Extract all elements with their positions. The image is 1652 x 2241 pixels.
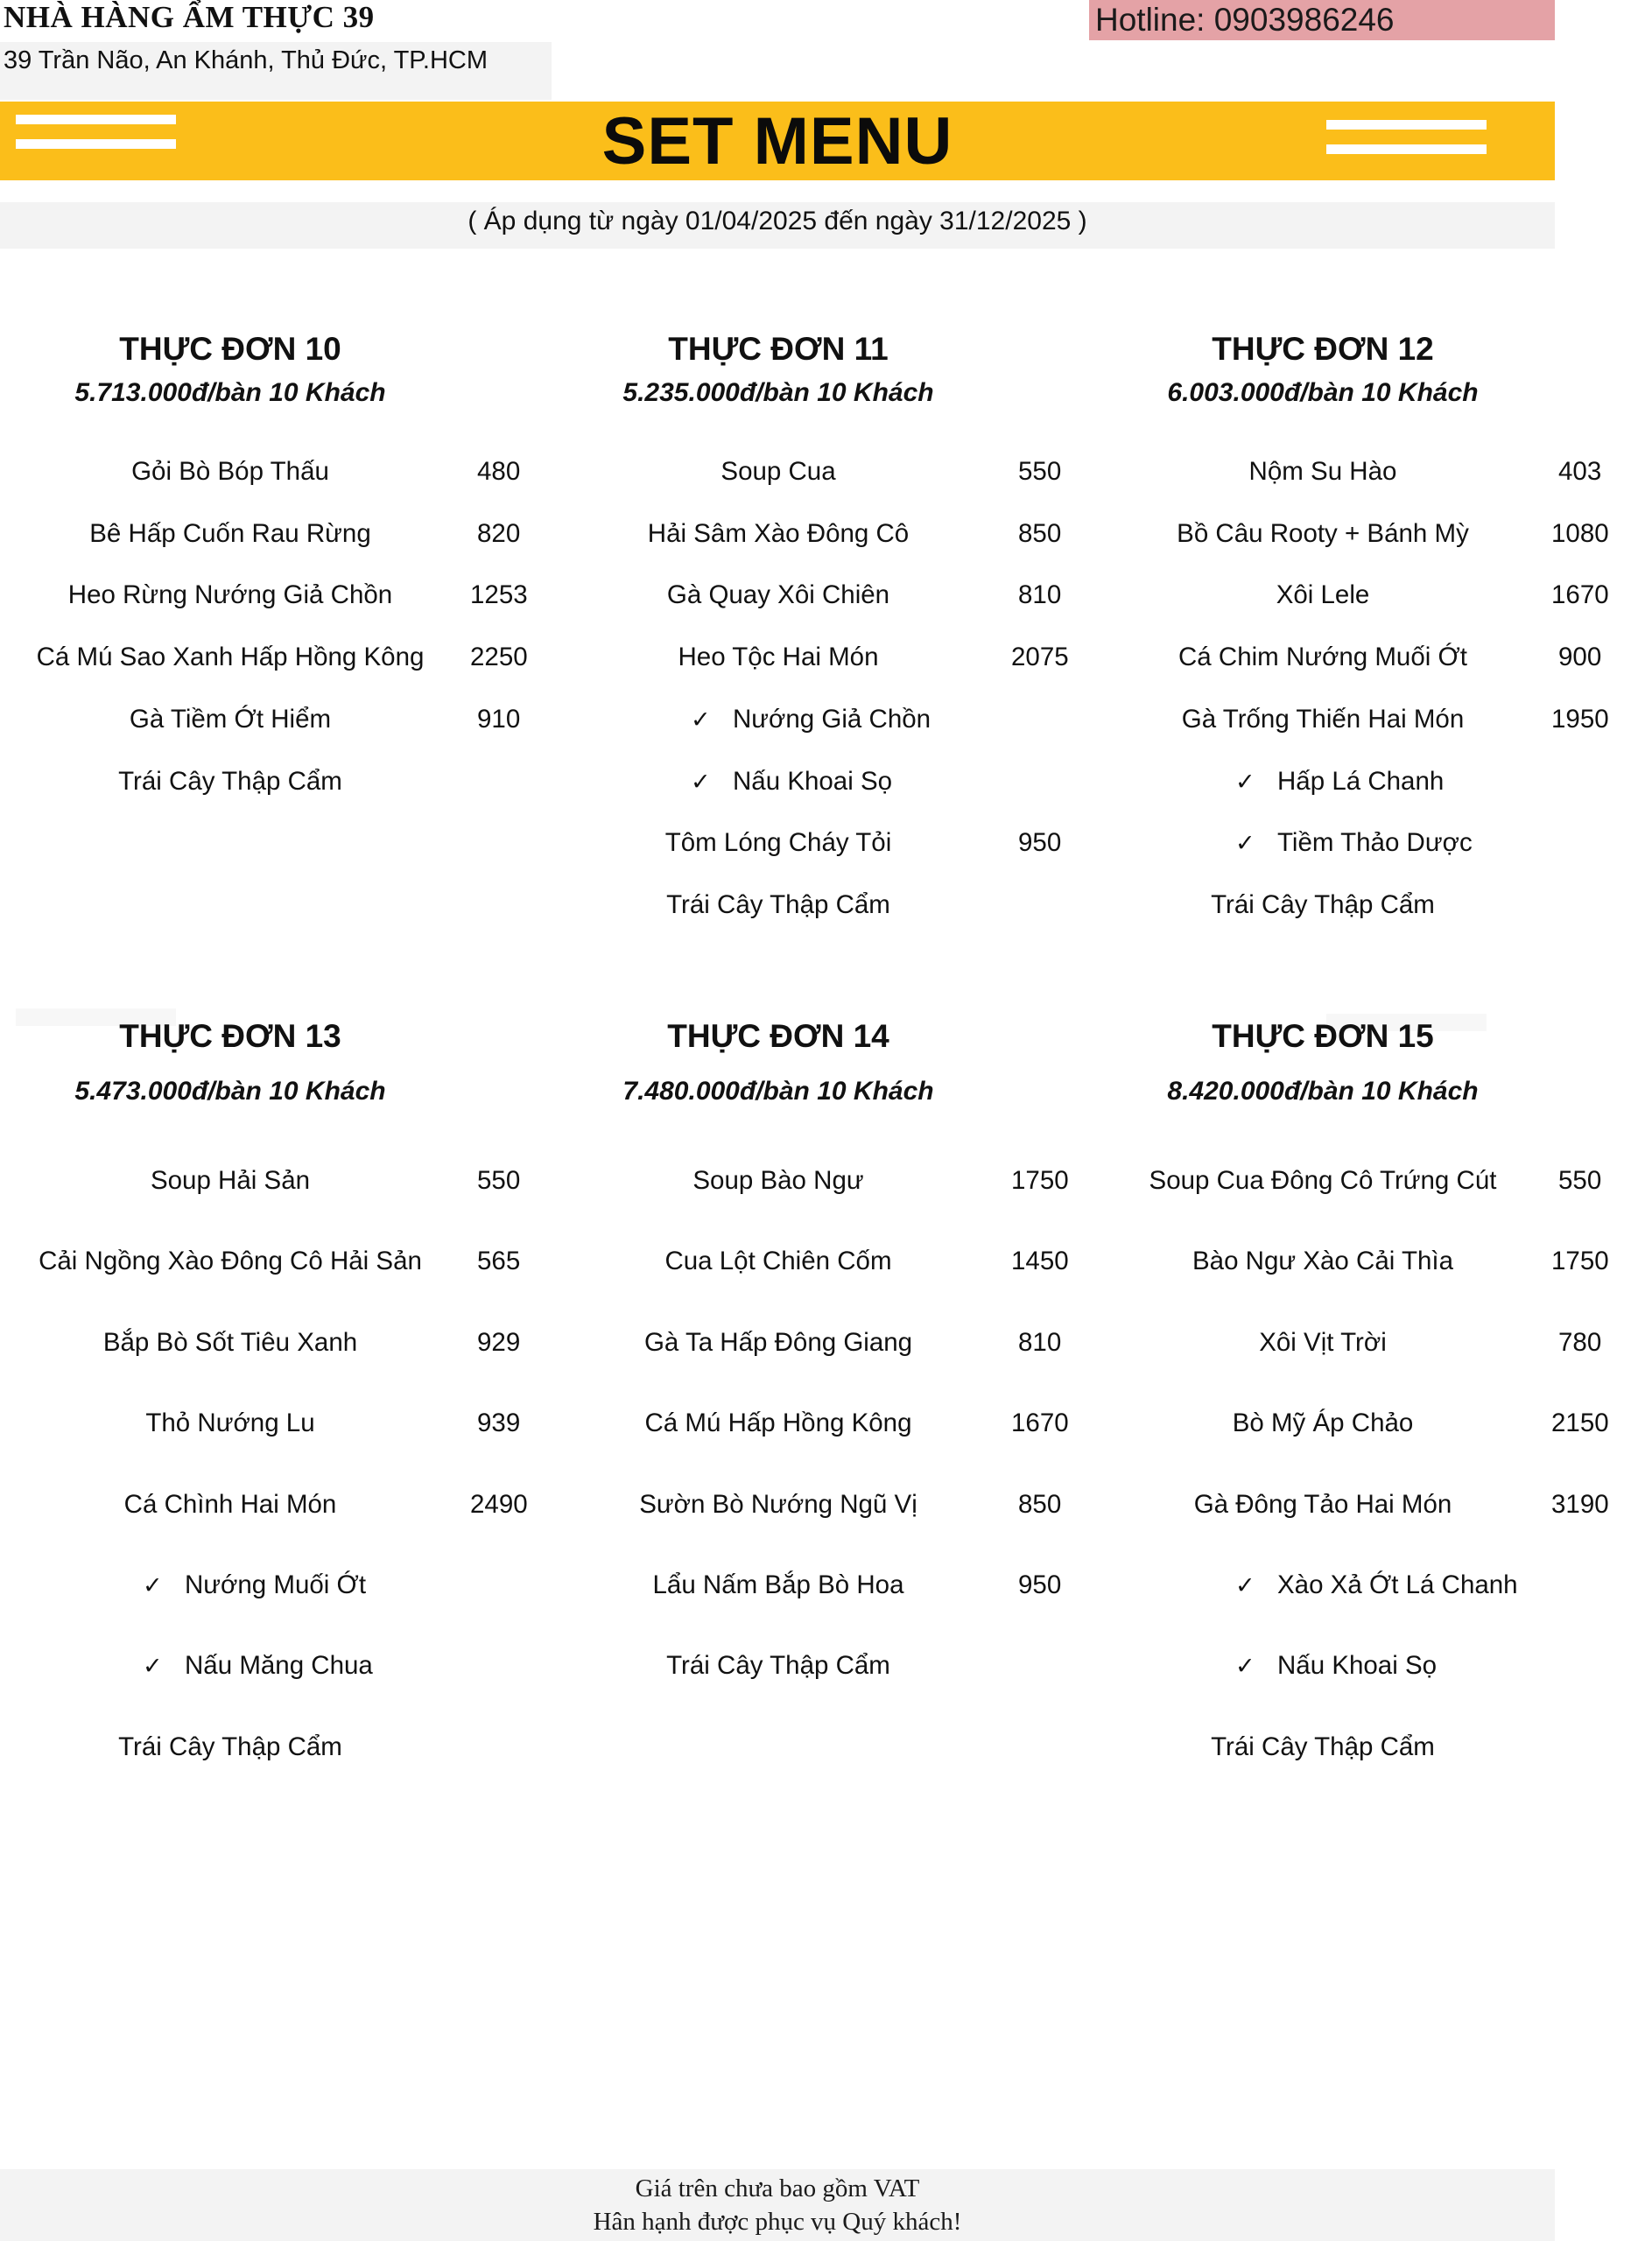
dish-name: Thỏ Nướng Lu bbox=[145, 1409, 315, 1438]
dish-price: 850 bbox=[1018, 1489, 1062, 1519]
dish-name: Gà Đông Tảo Hai Món bbox=[1193, 1489, 1452, 1519]
dish-option-name: Xào Xả Ớt Lá Chanh bbox=[1277, 1570, 1518, 1599]
menu-title: THỰC ĐƠN 11 bbox=[668, 331, 889, 367]
menu-price-per-table: 8.420.000đ/bàn 10 Khách bbox=[1167, 1077, 1479, 1106]
dish-option-item bbox=[1235, 1570, 1518, 1600]
dish-name: Trái Cây Thập Cẩm bbox=[118, 1732, 342, 1761]
dish-price: 1750 bbox=[1011, 1166, 1069, 1195]
dish-name: Cải Ngồng Xào Đông Cô Hải Sản bbox=[39, 1247, 422, 1276]
dish-price: 565 bbox=[477, 1247, 521, 1276]
dish-option-item bbox=[143, 1651, 373, 1681]
dish-price: 403 bbox=[1558, 457, 1602, 486]
dish-name: Soup Cua Đông Cô Trứng Cút bbox=[1149, 1166, 1497, 1195]
restaurant-name: NHÀ HÀNG ẨM THỰC 39 bbox=[4, 0, 375, 34]
dish-name: Tôm Lóng Cháy Tỏi bbox=[664, 828, 892, 858]
dish-name: Trái Cây Thập Cẩm bbox=[666, 1651, 890, 1681]
dish-name: Trái Cây Thập Cẩm bbox=[1211, 1732, 1435, 1761]
dish-price: 1950 bbox=[1551, 704, 1609, 734]
menu-price-per-table: 5.235.000đ/bàn 10 Khách bbox=[622, 378, 934, 407]
dish-option-item bbox=[1235, 828, 1473, 858]
checkmark-icon: ✓ bbox=[1235, 830, 1255, 857]
dish-name: Soup Hải Sản bbox=[150, 1166, 311, 1195]
menu-title: THỰC ĐƠN 14 bbox=[667, 1018, 889, 1054]
dish-price: 1450 bbox=[1011, 1247, 1069, 1276]
dish-name: Heo Rừng Nướng Giả Chồn bbox=[67, 580, 393, 610]
checkmark-icon: ✓ bbox=[143, 1572, 163, 1598]
dish-name: Gà Trống Thiến Hai Món bbox=[1181, 704, 1465, 734]
dish-name: Gà Ta Hấp Đông Giang bbox=[643, 1327, 913, 1357]
dish-option-item bbox=[691, 767, 892, 797]
dish-price: 550 bbox=[1558, 1166, 1602, 1195]
dish-option-item bbox=[1235, 767, 1444, 797]
dish-price: 780 bbox=[1558, 1327, 1602, 1357]
dish-name: Bào Ngư Xào Cải Thìa bbox=[1192, 1247, 1453, 1276]
dish-name: Cua Lột Chiên Cốm bbox=[664, 1247, 892, 1276]
dish-name: Bê Hấp Cuốn Rau Rừng bbox=[89, 518, 371, 548]
dish-price: 850 bbox=[1018, 518, 1062, 548]
dish-name: Nộm Su Hào bbox=[1248, 457, 1397, 486]
menu-price-per-table: 6.003.000đ/bàn 10 Khách bbox=[1167, 378, 1479, 407]
dish-price: 480 bbox=[477, 457, 521, 486]
dish-name: Cá Chim Nướng Muối Ớt bbox=[1178, 643, 1467, 672]
dish-price: 2150 bbox=[1551, 1409, 1609, 1438]
dish-price: 3190 bbox=[1551, 1489, 1609, 1519]
dish-option-name: Nấu Măng Chua bbox=[185, 1651, 373, 1681]
dish-option-item bbox=[1235, 1651, 1437, 1681]
menu-price-per-table: 7.480.000đ/bàn 10 Khách bbox=[622, 1077, 934, 1106]
dish-name: Hải Sâm Xào Đông Cô bbox=[647, 518, 910, 548]
menu-price-per-table: 5.713.000đ/bàn 10 Khách bbox=[74, 378, 386, 407]
dish-price: 950 bbox=[1018, 1570, 1062, 1599]
menu-title: THỰC ĐƠN 10 bbox=[119, 331, 341, 367]
dish-price: 1080 bbox=[1551, 518, 1609, 548]
dish-price: 810 bbox=[1018, 580, 1062, 610]
banner-title: SET MENU bbox=[601, 104, 953, 179]
dish-name: Heo Tộc Hai Món bbox=[678, 643, 879, 672]
dish-name: Lẩu Nấm Bắp Bò Hoa bbox=[652, 1570, 904, 1599]
checkmark-icon: ✓ bbox=[143, 1653, 163, 1680]
dish-name: Sườn Bò Nướng Ngũ Vị bbox=[639, 1489, 917, 1519]
dish-option-name: Tiềm Thảo Dược bbox=[1277, 828, 1473, 858]
menu-title: THỰC ĐƠN 12 bbox=[1212, 331, 1434, 367]
dish-price: 1670 bbox=[1011, 1409, 1069, 1438]
checkmark-icon: ✓ bbox=[1235, 1653, 1255, 1680]
restaurant-address: 39 Trần Não, An Khánh, Thủ Đức, TP.HCM bbox=[4, 46, 488, 74]
dish-price: 900 bbox=[1558, 643, 1602, 672]
dish-option-item bbox=[143, 1570, 366, 1600]
dish-option-name: Nướng Muối Ớt bbox=[185, 1570, 367, 1599]
dish-name: Soup Cua bbox=[721, 457, 836, 486]
dish-name: Cá Mú Sao Xanh Hấp Hồng Kông bbox=[36, 643, 425, 672]
dish-option-name: Nấu Khoai Sọ bbox=[733, 766, 893, 796]
dish-name: Bắp Bò Sốt Tiêu Xanh bbox=[102, 1327, 358, 1357]
dish-option-name: Hấp Lá Chanh bbox=[1277, 766, 1445, 796]
dish-price: 2250 bbox=[470, 643, 528, 672]
dish-name: Trái Cây Thập Cẩm bbox=[666, 889, 890, 919]
dish-price: 950 bbox=[1018, 828, 1062, 858]
footer-greeting: Hân hạnh được phục vụ Quý khách! bbox=[593, 2208, 962, 2236]
dish-name: Cá Chình Hai Món bbox=[123, 1489, 337, 1519]
dish-price: 929 bbox=[477, 1327, 521, 1357]
dish-price: 1750 bbox=[1551, 1247, 1609, 1276]
validity-period: ( Áp dụng từ ngày 01/04/2025 đến ngày 31/12/2025 ) bbox=[467, 207, 1087, 235]
checkmark-icon: ✓ bbox=[691, 706, 711, 733]
dish-name: Trái Cây Thập Cẩm bbox=[118, 766, 342, 796]
menu-title: THỰC ĐƠN 13 bbox=[119, 1018, 341, 1054]
dish-name: Xôi Lele bbox=[1276, 580, 1370, 610]
dish-option-name: Nấu Khoai Sọ bbox=[1277, 1651, 1438, 1681]
dish-name: Soup Bào Ngư bbox=[692, 1166, 864, 1195]
menu-title: THỰC ĐƠN 15 bbox=[1212, 1018, 1434, 1054]
dish-option-item bbox=[691, 705, 931, 734]
hotline-text: Hotline: 0903986246 bbox=[1095, 2, 1395, 38]
footer-vat-note: Giá trên chưa bao gồm VAT bbox=[635, 2174, 920, 2202]
dish-name: Gà Tiềm Ớt Hiểm bbox=[129, 704, 332, 734]
dish-price: 550 bbox=[477, 1166, 521, 1195]
dish-price: 910 bbox=[477, 704, 521, 734]
menu-price-per-table: 5.473.000đ/bàn 10 Khách bbox=[74, 1077, 386, 1106]
dish-name: Gỏi Bò Bóp Thấu bbox=[131, 457, 329, 486]
dish-name: Trái Cây Thập Cẩm bbox=[1211, 889, 1435, 919]
dish-name: Bồ Câu Rooty + Bánh Mỳ bbox=[1177, 518, 1469, 548]
checkmark-icon: ✓ bbox=[691, 768, 711, 795]
dish-price: 1670 bbox=[1551, 580, 1609, 610]
dish-price: 1253 bbox=[470, 580, 528, 610]
dish-price: 2490 bbox=[470, 1489, 528, 1519]
checkmark-icon: ✓ bbox=[1235, 768, 1255, 795]
dish-name: Xôi Vịt Trời bbox=[1259, 1327, 1387, 1357]
dish-price: 939 bbox=[477, 1409, 521, 1438]
dish-price: 550 bbox=[1018, 457, 1062, 486]
checkmark-icon: ✓ bbox=[1235, 1572, 1255, 1598]
dish-price: 820 bbox=[477, 518, 521, 548]
dish-price: 2075 bbox=[1011, 643, 1069, 672]
dish-option-name: Nướng Giả Chồn bbox=[733, 704, 931, 734]
dish-name: Cá Mú Hấp Hồng Kông bbox=[644, 1409, 912, 1438]
dish-name: Bò Mỹ Áp Chảo bbox=[1232, 1409, 1414, 1438]
dish-name: Gà Quay Xôi Chiên bbox=[666, 580, 890, 610]
dish-price: 810 bbox=[1018, 1327, 1062, 1357]
